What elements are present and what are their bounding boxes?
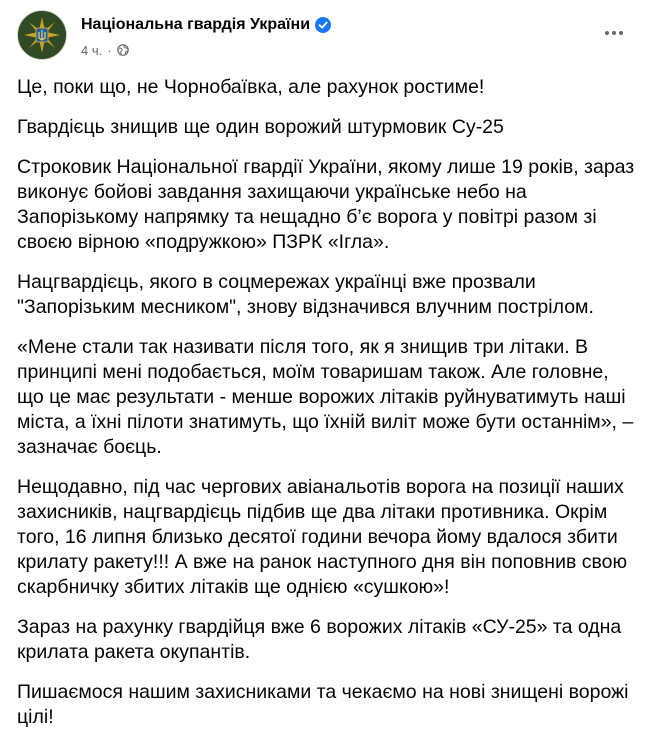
post-paragraph: «Мене стали так називати після того, як я знищив три літаки. В принципі мені подобається, моїм товаришам також. Але головне, що це має результати - менше ворожих літаків руйнуватимуть наші міста, а їхні пілоти знатимуть, що їхній виліт може бути останнім», – зазначає боєць. (17, 336, 634, 458)
more-dot (619, 31, 623, 35)
post-paragraph: Це, поки що, не Чорнобаївка, але рахунок ростиме! (17, 76, 485, 98)
page-avatar[interactable] (17, 10, 67, 60)
globe-icon[interactable] (117, 44, 129, 56)
national-guard-emblem-icon (18, 11, 66, 59)
more-dot (605, 31, 609, 35)
post-paragraph: Гвардієць знищив ще один ворожий штурмовик Су-25 (17, 116, 504, 138)
post-paragraph: Нещодавно, під час чергових авіанальотів ворога на позиції наших захисників, нацгвардієць підбив ще два літаки противника. Окрім того, 16 липня близько десятої години вечора йому вдалося збити крилату ракету!!! А вже на ранок наступного дня він поповнив свою скарбничку збитих літаків ще однією «сушкою»! (17, 476, 628, 598)
post-paragraph: Нацгвардієць, якого в соцмережах українці вже прозвали "Запорізьким месником", знову відзначився влучним пострілом. (17, 271, 594, 318)
page-name-link[interactable]: Національна гвардія України (81, 16, 311, 33)
more-options-button[interactable] (596, 15, 632, 51)
more-dot (612, 31, 616, 35)
verified-badge-icon (315, 17, 331, 33)
meta-separator: · (107, 42, 112, 58)
post-body (17, 75, 637, 745)
post-meta (81, 42, 129, 58)
page-name-row (81, 15, 331, 35)
post-paragraph: Строковик Національної гвардії України, якому лише 19 років, зараз виконує бойові завдання захищаючи українське небо на Запорізькому напрямку та нещадно б’є ворога у повітрі разом зі своєю вірною «подружкою» ПЗРК «Ігла». (17, 156, 635, 253)
post-header (17, 10, 632, 60)
post-paragraph: Пишаємося нашим захисниками та чекаємо на нові знищені ворожі цілі! (17, 681, 629, 728)
post-timestamp[interactable]: 4 ч. (81, 42, 103, 58)
post-paragraph: Зараз на рахунку гвардійця вже 6 ворожих літаків «СУ-25» та одна крилата ракета окупантів. (17, 616, 622, 663)
